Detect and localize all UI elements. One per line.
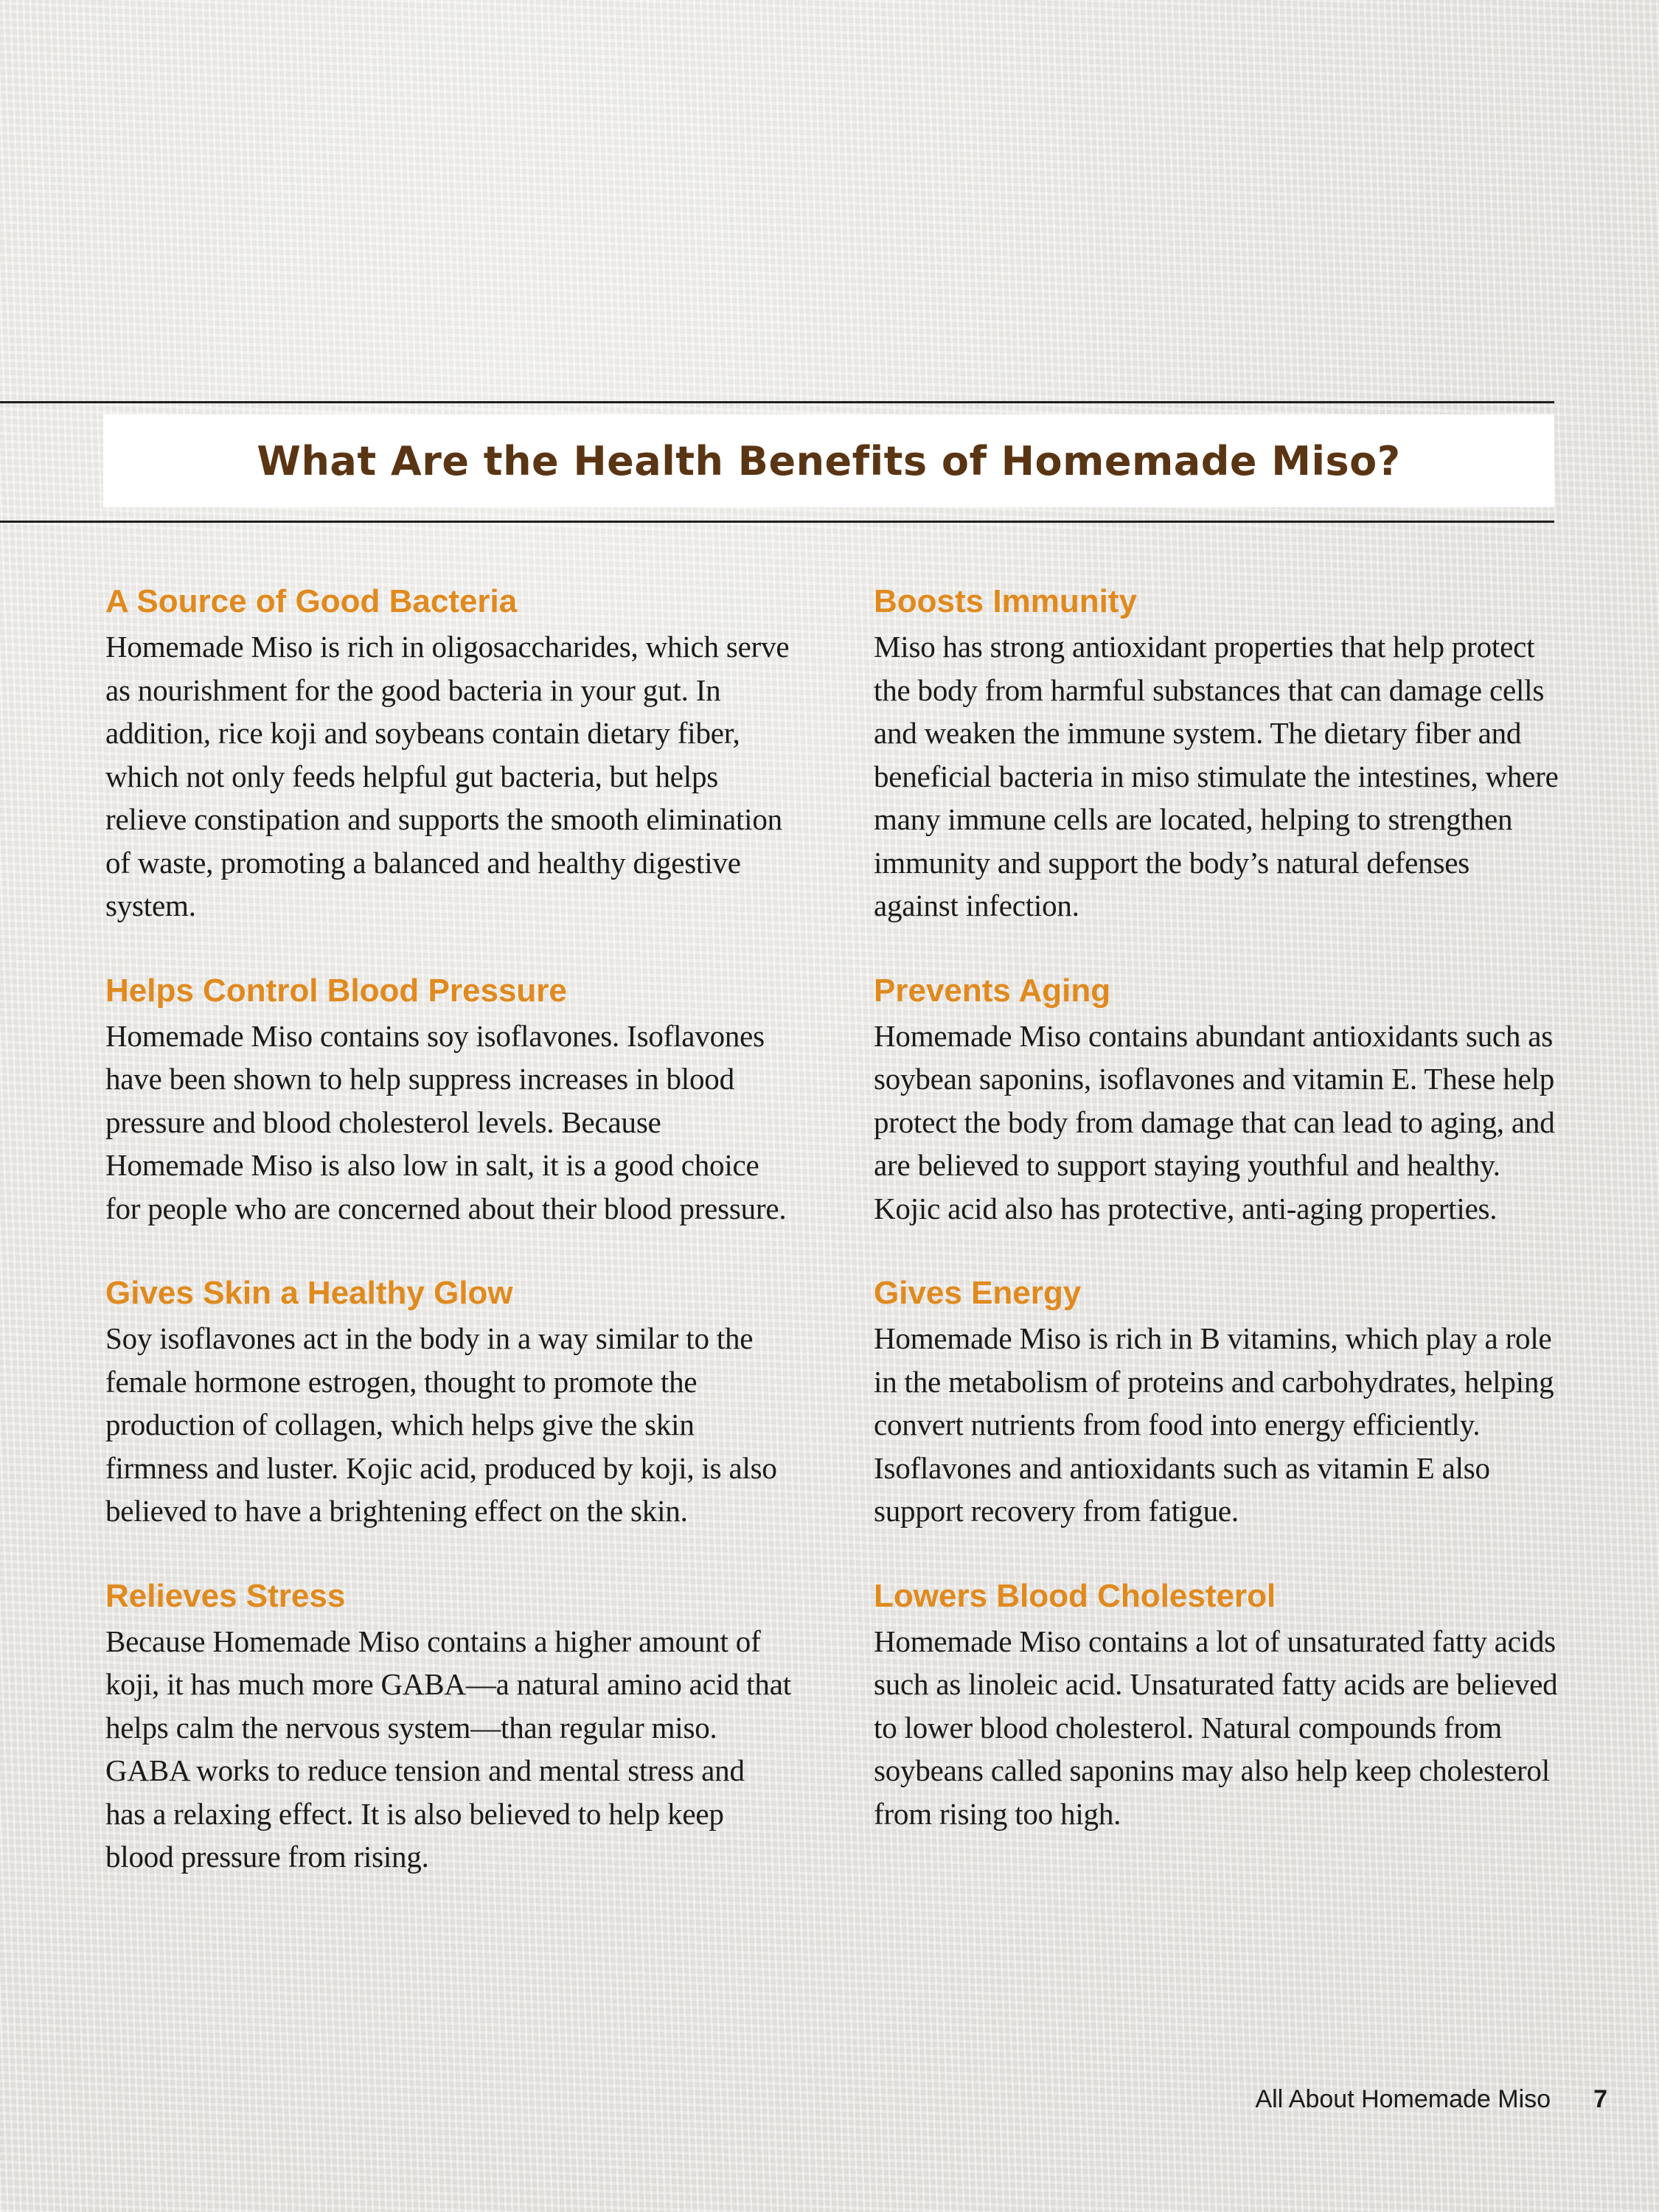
section-body: Homemade Miso is rich in B vitamins, which play a role in the metabolism of proteins and carbohydrates, helping convert nutrients from food into energy efficiently. Isoflavones and antioxidants such as vitamin E also support recovery from fatigue. (874, 1321, 1554, 1528)
section-body: Homemade Miso contains soy isoflavones. Isoflavones have been shown to help suppress increases in blood pressure and blood cholesterol levels. Because Homemade Miso is also low in salt, it is a good choice for people who are concerned about their blood pressure. (105, 1018, 787, 1225)
section-lowers-cholesterol (874, 1576, 1559, 1836)
section-body: Homemade Miso contains abundant antioxidants such as soybean saponins, isoflavones and vitamin E. These help protect the body from damage that can lead to aging, and are believed to support staying youthful and healthy. Kojic acid also has protective, anti-aging properties. (874, 1018, 1555, 1225)
section-body: Because Homemade Miso contains a higher amount of koji, it has much more GABA—a natural amino acid that helps calm the nervous system—than regular miso. GABA works to reduce tension and mental stress and has a relaxing effect. It is also believed to help keep blood pressure from rising. (105, 1624, 791, 1874)
title-band (103, 414, 1554, 507)
section-body: Miso has strong antioxidant properties that help protect the body from harmful substances that can damage cells and weaken the immune system. The dietary fiber and beneficial bacteria in miso stimulate the intestines, where many immune cells are located, helping to strengthen immunity and support the body’s natural defenses against infection. (874, 630, 1559, 922)
section-heading: Gives Skin a Healthy Glow (105, 1275, 513, 1311)
page-footer (1255, 2085, 1607, 2114)
footer-book-title: All About Homemade Miso (1255, 2085, 1551, 2113)
top-rule (0, 401, 1554, 403)
section-boosts-immunity (874, 581, 1559, 928)
section-heading: Prevents Aging (874, 972, 1111, 1009)
section-relieves-stress (105, 1576, 791, 1879)
right-column (874, 581, 1559, 1878)
section-heading: Lowers Blood Cholesterol (874, 1577, 1276, 1614)
section-heading: Boosts Immunity (874, 583, 1137, 619)
section-body: Soy isoflavones act in the body in a way similar to the female hormone estrogen, thought to promote the production of collagen, which helps give the skin firmness and luster. Kojic acid, produced by koji, is also believed to have a brightening effect on the skin. (105, 1321, 777, 1528)
section-gives-energy (874, 1273, 1559, 1533)
left-column (105, 581, 791, 1921)
section-heading: Helps Control Blood Pressure (105, 972, 567, 1009)
section-prevents-aging (874, 970, 1559, 1231)
section-body: Homemade Miso is rich in oligosaccharides, which serve as nourishment for the good bacteria in your gut. In addition, rice koji and soybeans contain dietary fiber, which not only feeds helpful gut bacteria, but helps relieve constipation and supports the smooth elimination of waste, promoting a balanced and healthy digestive system. (105, 630, 790, 922)
section-skin-glow (105, 1273, 791, 1533)
page-title: What Are the Health Benefits of Homemade Miso? (257, 437, 1401, 484)
section-heading: A Source of Good Bacteria (105, 583, 518, 619)
section-body: Homemade Miso contains a lot of unsaturated fatty acids such as linoleic acid. Unsaturated fatty acids are believed to lower blood cholesterol. Natural compounds from soybeans called saponins may also help keep cholesterol from rising too high. (874, 1624, 1558, 1831)
section-good-bacteria (105, 581, 791, 928)
page-number: 7 (1593, 2085, 1607, 2113)
section-blood-pressure (105, 970, 791, 1231)
bottom-rule (0, 521, 1554, 523)
section-heading: Gives Energy (874, 1275, 1082, 1311)
section-heading: Relieves Stress (105, 1577, 346, 1614)
